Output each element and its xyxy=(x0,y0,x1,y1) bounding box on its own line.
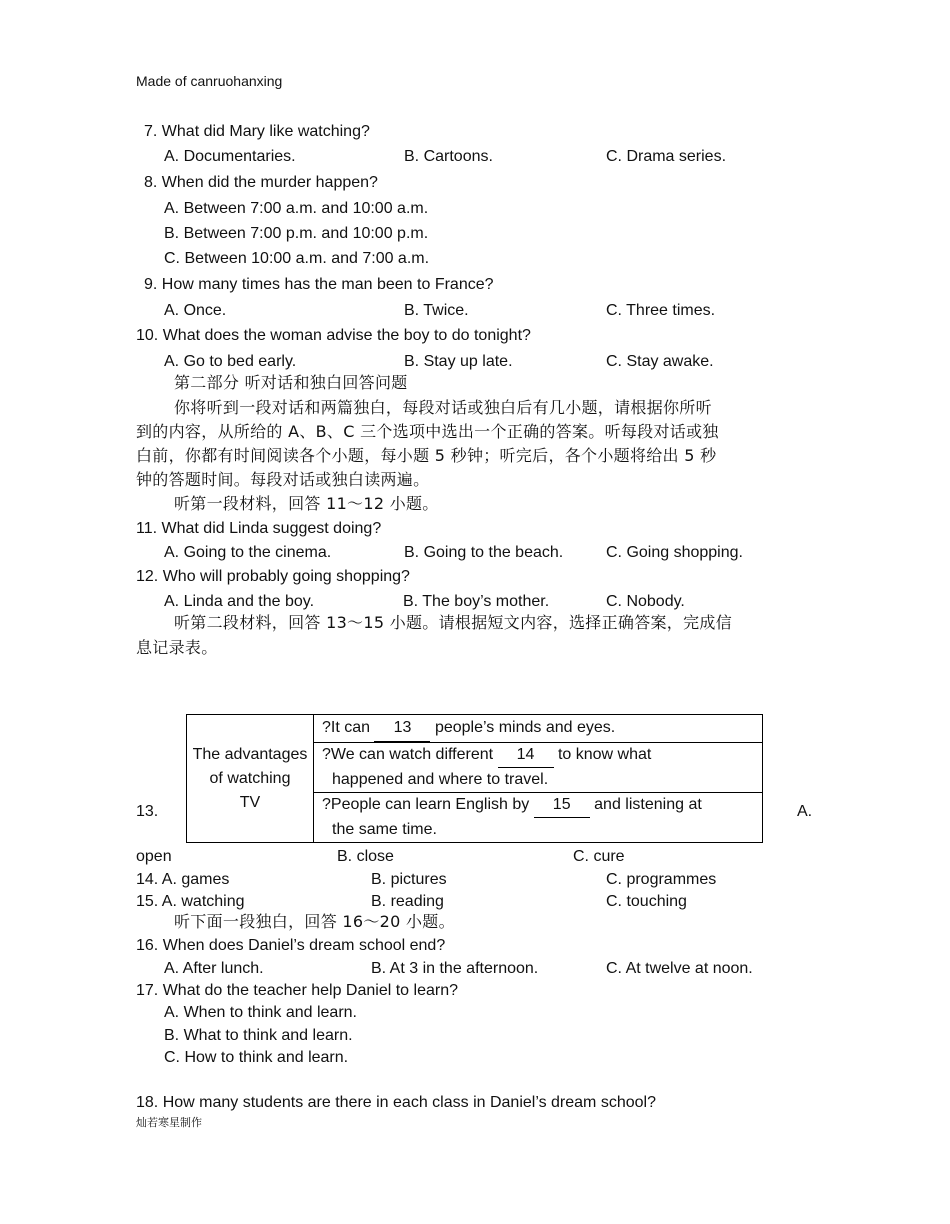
row2-suffix: to know what xyxy=(557,746,652,763)
row1-prefix: ?It can xyxy=(322,719,375,736)
row3-prefix: ?People can learn English by xyxy=(322,796,530,813)
q7-option-b: B. Cartoons. xyxy=(404,148,493,165)
part2-instruction-line2: 到的内容，从所给的 A、B、C 三个选项中选出一个正确的答案。听每段对话或独 xyxy=(136,422,719,441)
table-row-1 xyxy=(314,715,763,743)
q8-option-a: A. Between 7:00 a.m. and 10:00 a.m. xyxy=(164,200,429,217)
question-18: 18. How many students are there in each class in Daniel’s dream school? xyxy=(136,1094,656,1111)
material-3-instruction: 听下面一段独白，回答 16～20 小题。 xyxy=(174,912,455,931)
q13-option-a: open xyxy=(136,848,172,865)
q10-option-b: B. Stay up late. xyxy=(404,353,513,370)
blank-13: 13 xyxy=(374,715,430,742)
q10-option-a: A. Go to bed early. xyxy=(164,353,297,370)
page-header: Made of canruohanxing xyxy=(136,73,283,89)
q15-option-b: B. reading xyxy=(371,893,444,910)
q12-option-c: C. Nobody. xyxy=(606,593,685,610)
q14-option-b: B. pictures xyxy=(371,871,447,888)
q7-option-a: A. Documentaries. xyxy=(164,148,296,165)
row3-line2: the same time. xyxy=(332,821,437,838)
table-left-cell xyxy=(187,715,314,843)
q8-option-b: B. Between 7:00 p.m. and 10:00 p.m. xyxy=(164,225,429,242)
q14-option-c: C. programmes xyxy=(606,871,717,888)
q16-option-a: A. After lunch. xyxy=(164,960,264,977)
q11-option-a: A. Going to the cinema. xyxy=(164,544,332,561)
question-8: 8. When did the murder happen? xyxy=(144,174,378,191)
q8-option-c: C. Between 10:00 a.m. and 7:00 a.m. xyxy=(164,250,430,267)
q13-option-a-label: A. xyxy=(797,803,813,820)
q17-option-b: B. What to think and learn. xyxy=(164,1027,353,1044)
part2-instruction-line3: 白前，你都有时间阅读各个小题，每小题 5 秒钟；听完后，各个小题将给出 5 秒 xyxy=(136,446,717,465)
material-2-instruction-line2: 息记录表。 xyxy=(136,638,218,657)
question-11: 11. What did Linda suggest doing? xyxy=(136,520,382,537)
question-17: 17. What do the teacher help Daniel to learn? xyxy=(136,982,458,999)
row2-prefix: ?We can watch different xyxy=(322,746,498,763)
q13-option-c: C. cure xyxy=(573,848,625,865)
q16-option-b: B. At 3 in the afternoon. xyxy=(371,960,539,977)
material-1-instruction: 听第一段材料，回答 11～12 小题。 xyxy=(174,494,439,513)
material-2-instruction-line1: 听第二段材料，回答 13～15 小题。请根据短文内容，选择正确答案，完成信 xyxy=(174,613,732,632)
q13-option-b: B. close xyxy=(337,848,394,865)
table-left-line1: The advantages xyxy=(192,745,308,763)
question-7: 7. What did Mary like watching? xyxy=(144,123,370,140)
q15-option-a: 15. A. watching xyxy=(136,893,245,910)
question-16: 16. When does Daniel’s dream school end? xyxy=(136,937,446,954)
part2-instruction-line4: 钟的答题时间。每段对话或独白读两遍。 xyxy=(136,470,430,489)
page-footer: 灿若寒星制作 xyxy=(136,1117,202,1129)
q12-option-a: A. Linda and the boy. xyxy=(164,593,315,610)
table-left-line3: TV xyxy=(239,793,261,811)
question-10: 10. What does the woman advise the boy to do tonight? xyxy=(136,327,531,344)
q17-option-a: A. When to think and learn. xyxy=(164,1004,357,1021)
question-13-number: 13. xyxy=(136,803,159,820)
question-12: 12. Who will probably going shopping? xyxy=(136,568,410,585)
q9-option-c: C. Three times. xyxy=(606,302,716,319)
table-row-3 xyxy=(314,793,763,843)
info-record-table xyxy=(186,714,763,843)
part2-instruction-line1: 你将听到一段对话和两篇独白，每段对话或独白后有几小题，请根据你所听 xyxy=(174,398,712,417)
row2-line2: happened and where to travel. xyxy=(332,771,549,788)
q11-option-b: B. Going to the beach. xyxy=(404,544,564,561)
q11-option-c: C. Going shopping. xyxy=(606,544,743,561)
q12-option-b: B. The boy’s mother. xyxy=(403,593,550,610)
q7-option-c: C. Drama series. xyxy=(606,148,727,165)
blank-14: 14 xyxy=(498,743,554,768)
row3-suffix: and listening at xyxy=(594,796,702,813)
q14-option-a: 14. A. games xyxy=(136,871,230,888)
q9-option-b: B. Twice. xyxy=(404,302,469,319)
table-left-line2: of watching xyxy=(209,769,291,787)
q17-option-c: C. How to think and learn. xyxy=(164,1049,349,1066)
row1-suffix: people’s minds and eyes. xyxy=(434,719,616,736)
part2-title: 第二部分 听对话和独白回答问题 xyxy=(174,373,408,392)
question-9: 9. How many times has the man been to France? xyxy=(144,276,494,293)
q10-option-c: C. Stay awake. xyxy=(606,353,714,370)
table-row-2 xyxy=(314,743,763,793)
q16-option-c: C. At twelve at noon. xyxy=(606,960,753,977)
q15-option-c: C. touching xyxy=(606,893,687,910)
q9-option-a: A. Once. xyxy=(164,302,227,319)
blank-15: 15 xyxy=(534,793,590,818)
